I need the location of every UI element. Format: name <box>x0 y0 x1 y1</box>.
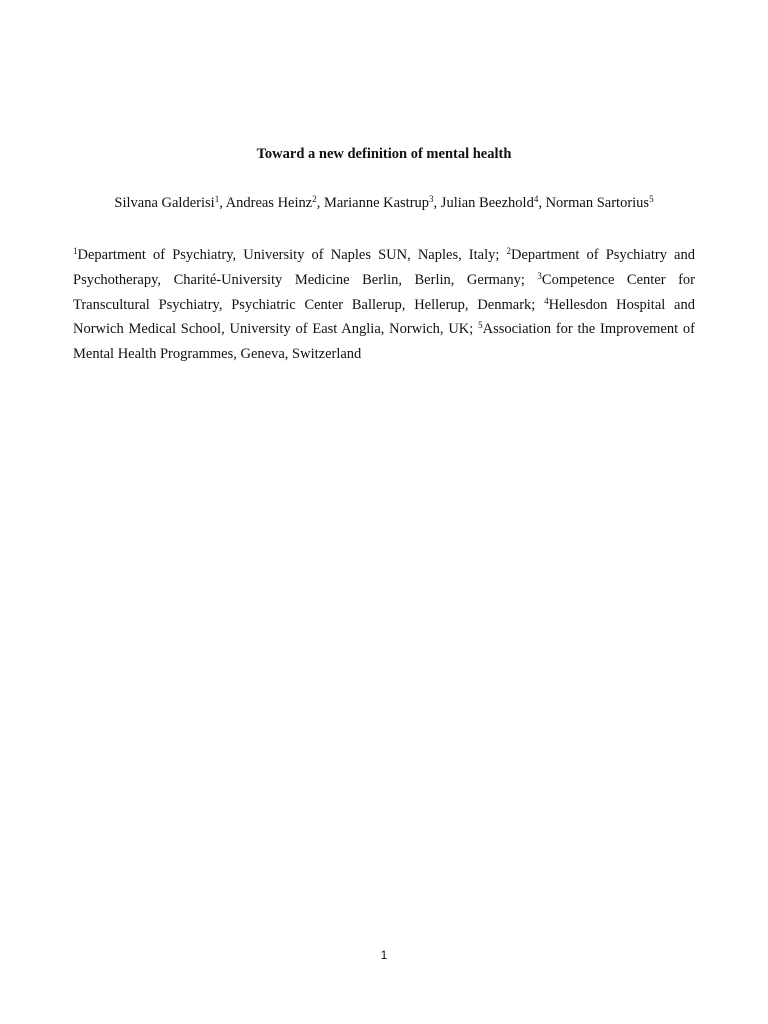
affiliation-mark: 2 <box>506 246 512 256</box>
author-separator: , <box>433 195 441 211</box>
affiliation-mark: 4 <box>544 295 549 306</box>
affiliation-mark: 5 <box>478 320 483 331</box>
author-name: Andreas Heinz <box>225 195 313 211</box>
affiliation-text: Department of Psychiatry, University of Naples SUN, Naples, Italy; <box>77 247 507 263</box>
affiliation-mark: 3 <box>537 270 542 281</box>
author-affiliation-mark: 2 <box>312 194 317 204</box>
affiliation-mark: 1 <box>73 246 78 256</box>
author-affiliation-mark: 4 <box>533 194 539 204</box>
author-name: Norman Sartorius <box>545 195 650 211</box>
affiliation-text: Hellesdon Hospital and Norwich Medical School, University of East Anglia, Norwich, UK; <box>73 296 695 338</box>
author-name: Julian Beezhold <box>440 195 534 211</box>
author-separator: , <box>219 195 226 211</box>
affiliation-text: Department of Psychiatry and Psychotherapy, Charité-University Medicine Berlin, Berlin, Germany; <box>73 247 695 288</box>
author-list <box>0 193 768 213</box>
affiliation-text: Competence Center for Transcultural Psychiatry, Psychiatric Center Ballerup, Hellerup, Denmark; <box>73 271 696 313</box>
paper-title: Toward a new definition of mental health <box>256 146 512 162</box>
affiliations-paragraph <box>73 243 695 367</box>
author-name: Marianne Kastrup <box>323 195 430 211</box>
author-separator: , <box>538 195 546 211</box>
author-affiliation-mark: 5 <box>649 194 654 204</box>
page-number: 1 <box>380 948 388 962</box>
author-affiliation-mark: 1 <box>214 194 220 204</box>
author-affiliation-mark: 3 <box>429 194 434 204</box>
author-separator: , <box>316 195 324 211</box>
affiliation-text: Association for the Improvement of Mental Health Programmes, Geneva, Switzerland <box>73 321 696 363</box>
author-name: Silvana Galderisi <box>114 195 215 211</box>
